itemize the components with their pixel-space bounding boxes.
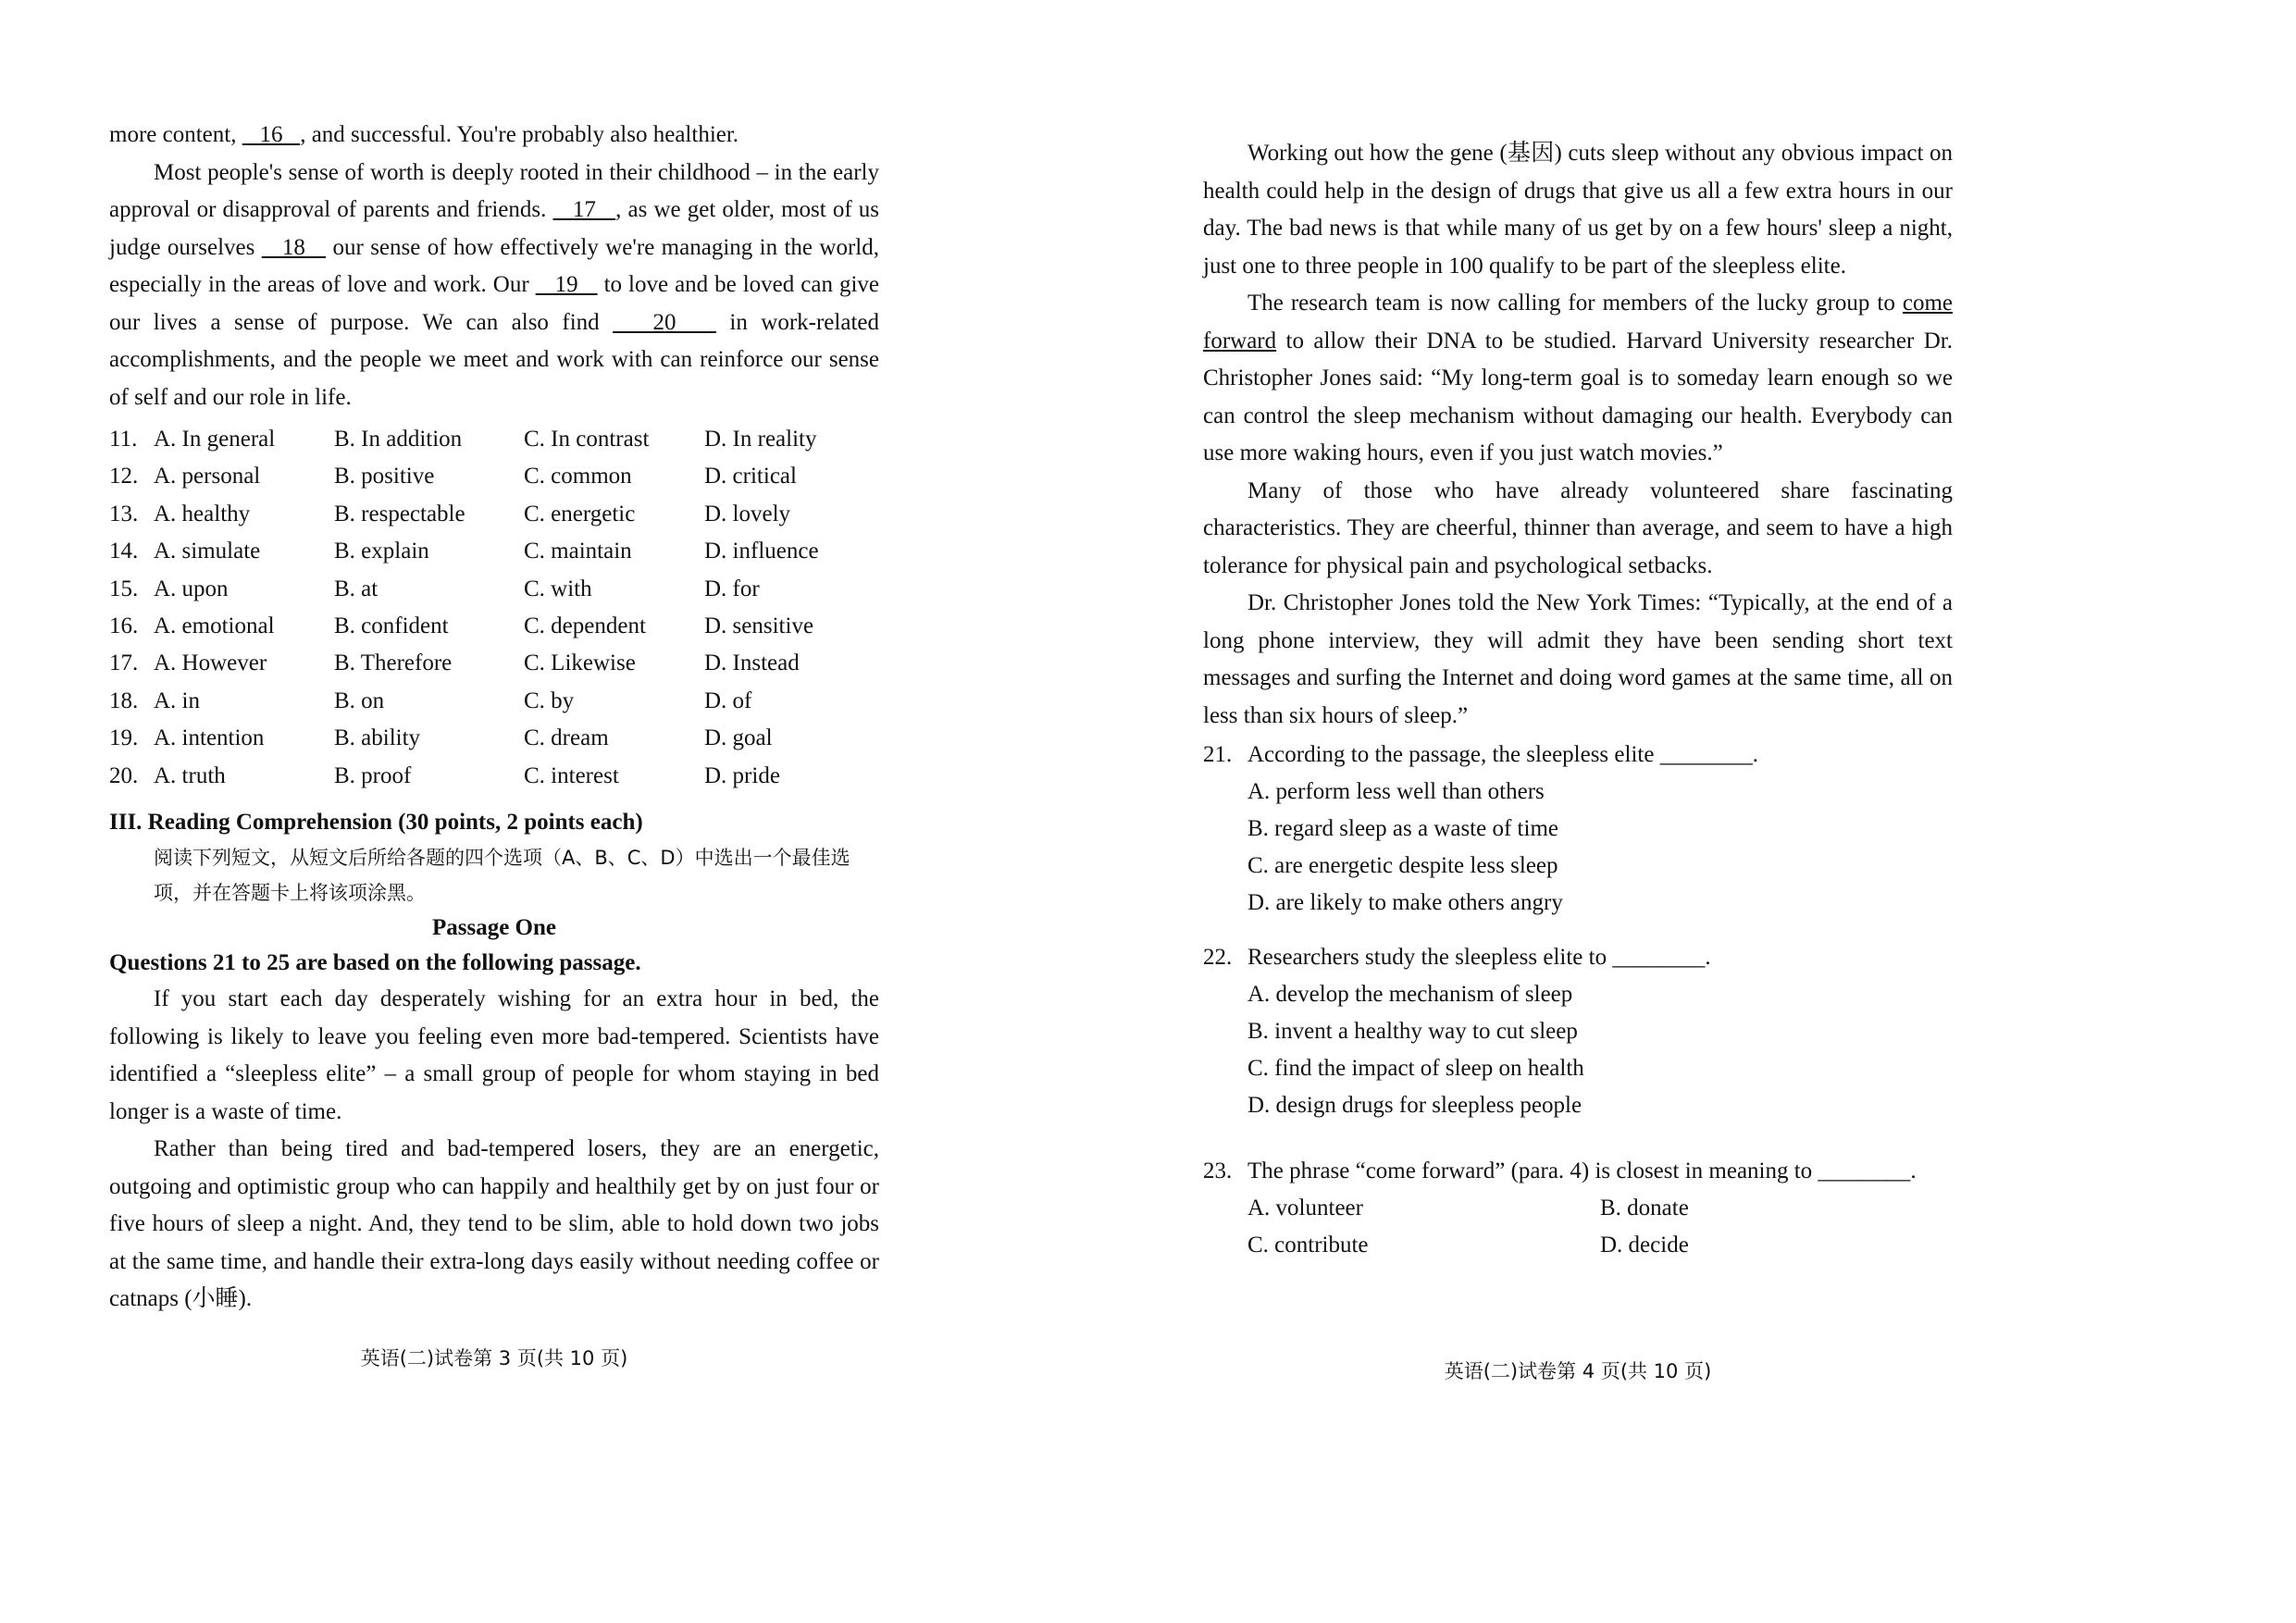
text-run: , and successful. You're probably also healthier. xyxy=(300,122,739,147)
option-c: C. common xyxy=(524,464,632,489)
option-b: B. respectable xyxy=(334,501,465,527)
question-number: 20. xyxy=(109,762,139,788)
option-d: D. critical xyxy=(704,464,797,489)
option-c: C. energetic xyxy=(524,501,636,527)
option-d: D. lovely xyxy=(704,501,791,527)
question-22 xyxy=(1203,939,1953,1124)
option-c: C. are energetic despite less sleep xyxy=(1247,853,1558,878)
question-stem: According to the passage, the sleepless elite ________. xyxy=(1247,742,1758,767)
page-footer: 英语(二)试卷第 3 页(共 10 页) xyxy=(360,1347,628,1369)
question-stem: The phrase “come forward” (para. 4) is closest in meaning to ________. xyxy=(1247,1158,1917,1183)
blank-16: 16 xyxy=(242,122,301,147)
option-a: A. healthy xyxy=(154,501,251,527)
option-row xyxy=(109,533,879,570)
option-c: C. maintain xyxy=(524,539,632,564)
option-a: A. intention xyxy=(154,725,265,751)
option-d: D. decide xyxy=(1600,1233,1689,1258)
option-a: A. In general xyxy=(154,427,276,452)
passage-paragraph: Many of those who have already volunteered share fascinating characteristics. They are cheerful, thinner than average, and seem to have a high tolerance for physical pain and psychological setbacks. xyxy=(1203,477,1953,578)
option-a: A. truth xyxy=(154,762,226,788)
question-number: 16. xyxy=(109,613,139,638)
option-c: C. In contrast xyxy=(524,427,650,452)
text-run: to love and be loved can give our lives a sense of purpose. We can also find xyxy=(109,272,879,335)
passage-paragraph xyxy=(1203,285,1953,473)
option-d: D. In reality xyxy=(704,427,817,452)
option-c: C. dependent xyxy=(524,613,646,638)
option-d: D. goal xyxy=(704,725,773,751)
option-a: A. volunteer xyxy=(1247,1196,1363,1220)
option-row xyxy=(109,421,879,458)
option-d: D. of xyxy=(704,688,752,713)
option-d: D. design drugs for sleepless people xyxy=(1247,1093,1582,1118)
option-b: B. invent a healthy way to cut sleep xyxy=(1247,1019,1578,1044)
option-c: C. dream xyxy=(524,725,609,751)
text-run: in work-related accomplishments, and the people we meet and work with can reinforce our sense of self and our role in life. xyxy=(109,309,879,410)
option-a: A. However xyxy=(154,650,267,676)
option-b: B. on xyxy=(334,688,385,713)
passage-paragraph: If you start each day desperately wishing for an extra hour in bed, the following is likely to leave you feeling even more bad-tempered. Scientists have identified a “sleepless elite” – a small group of people for whom staying in bed longer is a waste of time. xyxy=(109,986,879,1124)
option-a: A. perform less well than others xyxy=(1247,779,1545,804)
paragraph-continued xyxy=(109,117,879,155)
question-number: 12. xyxy=(109,464,139,489)
section-instruction: 阅读下列短文，从短文后所给各题的四个选项（A、B、C、D）中选出一个最佳选项，并在答题卡上将该项涂黑。 xyxy=(154,847,850,904)
section-heading: III. Reading Comprehension (30 points, 2 points each) xyxy=(109,810,643,835)
option-row xyxy=(109,496,879,533)
question-number: 15. xyxy=(109,576,139,601)
option-b: B. proof xyxy=(334,762,412,788)
question-number: 13. xyxy=(109,501,139,527)
option-b: B. explain xyxy=(334,539,429,564)
option-b: B. positive xyxy=(334,464,435,489)
text-run: Most people's sense of worth is deeply rooted in their childhood – in the early approval or disapproval of parents and friends. xyxy=(109,159,879,222)
option-d: D. for xyxy=(704,576,760,601)
question-number: 19. xyxy=(109,725,139,751)
option-row xyxy=(109,458,879,495)
paragraph-sense-of-worth xyxy=(109,155,879,417)
option-b: B. In addition xyxy=(334,427,463,452)
passage-paragraph: Working out how the gene (基因) cuts sleep without any obvious impact on health could help in the design of drugs that give us all a few extra hours in our day. The bad news is that while many of us get by on a few hours' sleep a night, just one to three people in 100 qualify to be part of the sleepless elite. xyxy=(1203,141,1953,279)
option-a: A. personal xyxy=(154,464,261,489)
question-number: 22. xyxy=(1203,945,1233,970)
question-number: 18. xyxy=(109,688,139,713)
option-a: A. in xyxy=(154,688,200,713)
option-b: B. at xyxy=(334,576,379,601)
text-run: , as we get older, most of us judge ourselves xyxy=(109,197,880,260)
underlined-phrase: come forward xyxy=(1203,291,1953,353)
option-c: C. Likewise xyxy=(524,650,636,676)
blank-19: 19 xyxy=(535,272,598,297)
option-a: A. upon xyxy=(154,576,229,601)
option-c: C. with xyxy=(524,576,592,601)
option-d: D. are likely to make others angry xyxy=(1247,890,1563,915)
option-a: A. develop the mechanism of sleep xyxy=(1247,982,1573,1007)
option-b: B. regard sleep as a waste of time xyxy=(1247,816,1558,841)
question-number: 23. xyxy=(1203,1158,1233,1183)
option-b: B. ability xyxy=(334,725,421,751)
question-number: 11. xyxy=(109,427,138,452)
passage-paragraph: Rather than being tired and bad-tempered losers, they are an energetic, outgoing and optimistic group who can happily and healthily get by on just four or five hours of sleep a night. And, they tend to be slim, able to hold down two jobs at the same time, and handle their extra-long days easily without needing coffee or catnaps (小睡). xyxy=(109,1136,879,1311)
option-row xyxy=(109,571,879,608)
question-number: 14. xyxy=(109,539,139,564)
option-row xyxy=(109,683,879,720)
text-run: to allow their DNA to be studied. Harvard University researcher Dr. Christopher Jones said: “My long-term goal is to someday learn enough so we can control the sleep mechanism without damaging our health. Everybody can use more waking hours, even if you just watch movies.” xyxy=(1203,328,1953,465)
option-c: C. interest xyxy=(524,762,619,788)
option-row xyxy=(109,720,879,757)
option-b: B. Therefore xyxy=(334,650,453,676)
option-b: B. donate xyxy=(1600,1196,1689,1220)
passage-paragraph: Dr. Christopher Jones told the New York Times: “Typically, at the end of a long phone interview, they will admit they have been sending short text messages and surfing the Internet and doing word games at the same time, all on less than six hours of sleep.” xyxy=(1203,590,1953,728)
page-footer: 英语(二)试卷第 4 页(共 10 页) xyxy=(1444,1360,1712,1382)
option-d: D. sensitive xyxy=(704,613,814,638)
options-table xyxy=(109,421,879,795)
option-c: C. find the impact of sleep on health xyxy=(1247,1056,1584,1081)
blank-18: 18 xyxy=(261,234,327,260)
text-run: our sense of how effectively we're managing in the world, especially in the areas of love and work. Our xyxy=(109,234,879,297)
option-a: A. simulate xyxy=(154,539,261,564)
option-b: B. confident xyxy=(334,613,449,638)
option-d: D. influence xyxy=(704,539,819,564)
text-run: The research team is now calling for members of the lucky group to xyxy=(1247,291,1903,316)
option-row xyxy=(109,758,879,795)
text-run: more content, xyxy=(109,122,242,147)
option-c: C. by xyxy=(524,688,575,713)
option-row xyxy=(109,608,879,645)
option-a: A. emotional xyxy=(154,613,275,638)
question-21 xyxy=(1203,737,1953,922)
option-d: D. pride xyxy=(704,762,780,788)
passage-intro: Questions 21 to 25 are based on the following passage. xyxy=(109,950,641,975)
question-number: 21. xyxy=(1203,742,1233,767)
option-row xyxy=(109,645,879,682)
question-23 xyxy=(1203,1153,1953,1264)
passage-title: Passage One xyxy=(431,915,557,940)
blank-17: 17 xyxy=(552,197,616,222)
option-d: D. Instead xyxy=(704,650,800,676)
question-number: 17. xyxy=(109,650,139,676)
blank-20: 20 xyxy=(613,309,716,335)
question-stem: Researchers study the sleepless elite to ________. xyxy=(1247,945,1711,970)
option-c: C. contribute xyxy=(1247,1233,1369,1258)
